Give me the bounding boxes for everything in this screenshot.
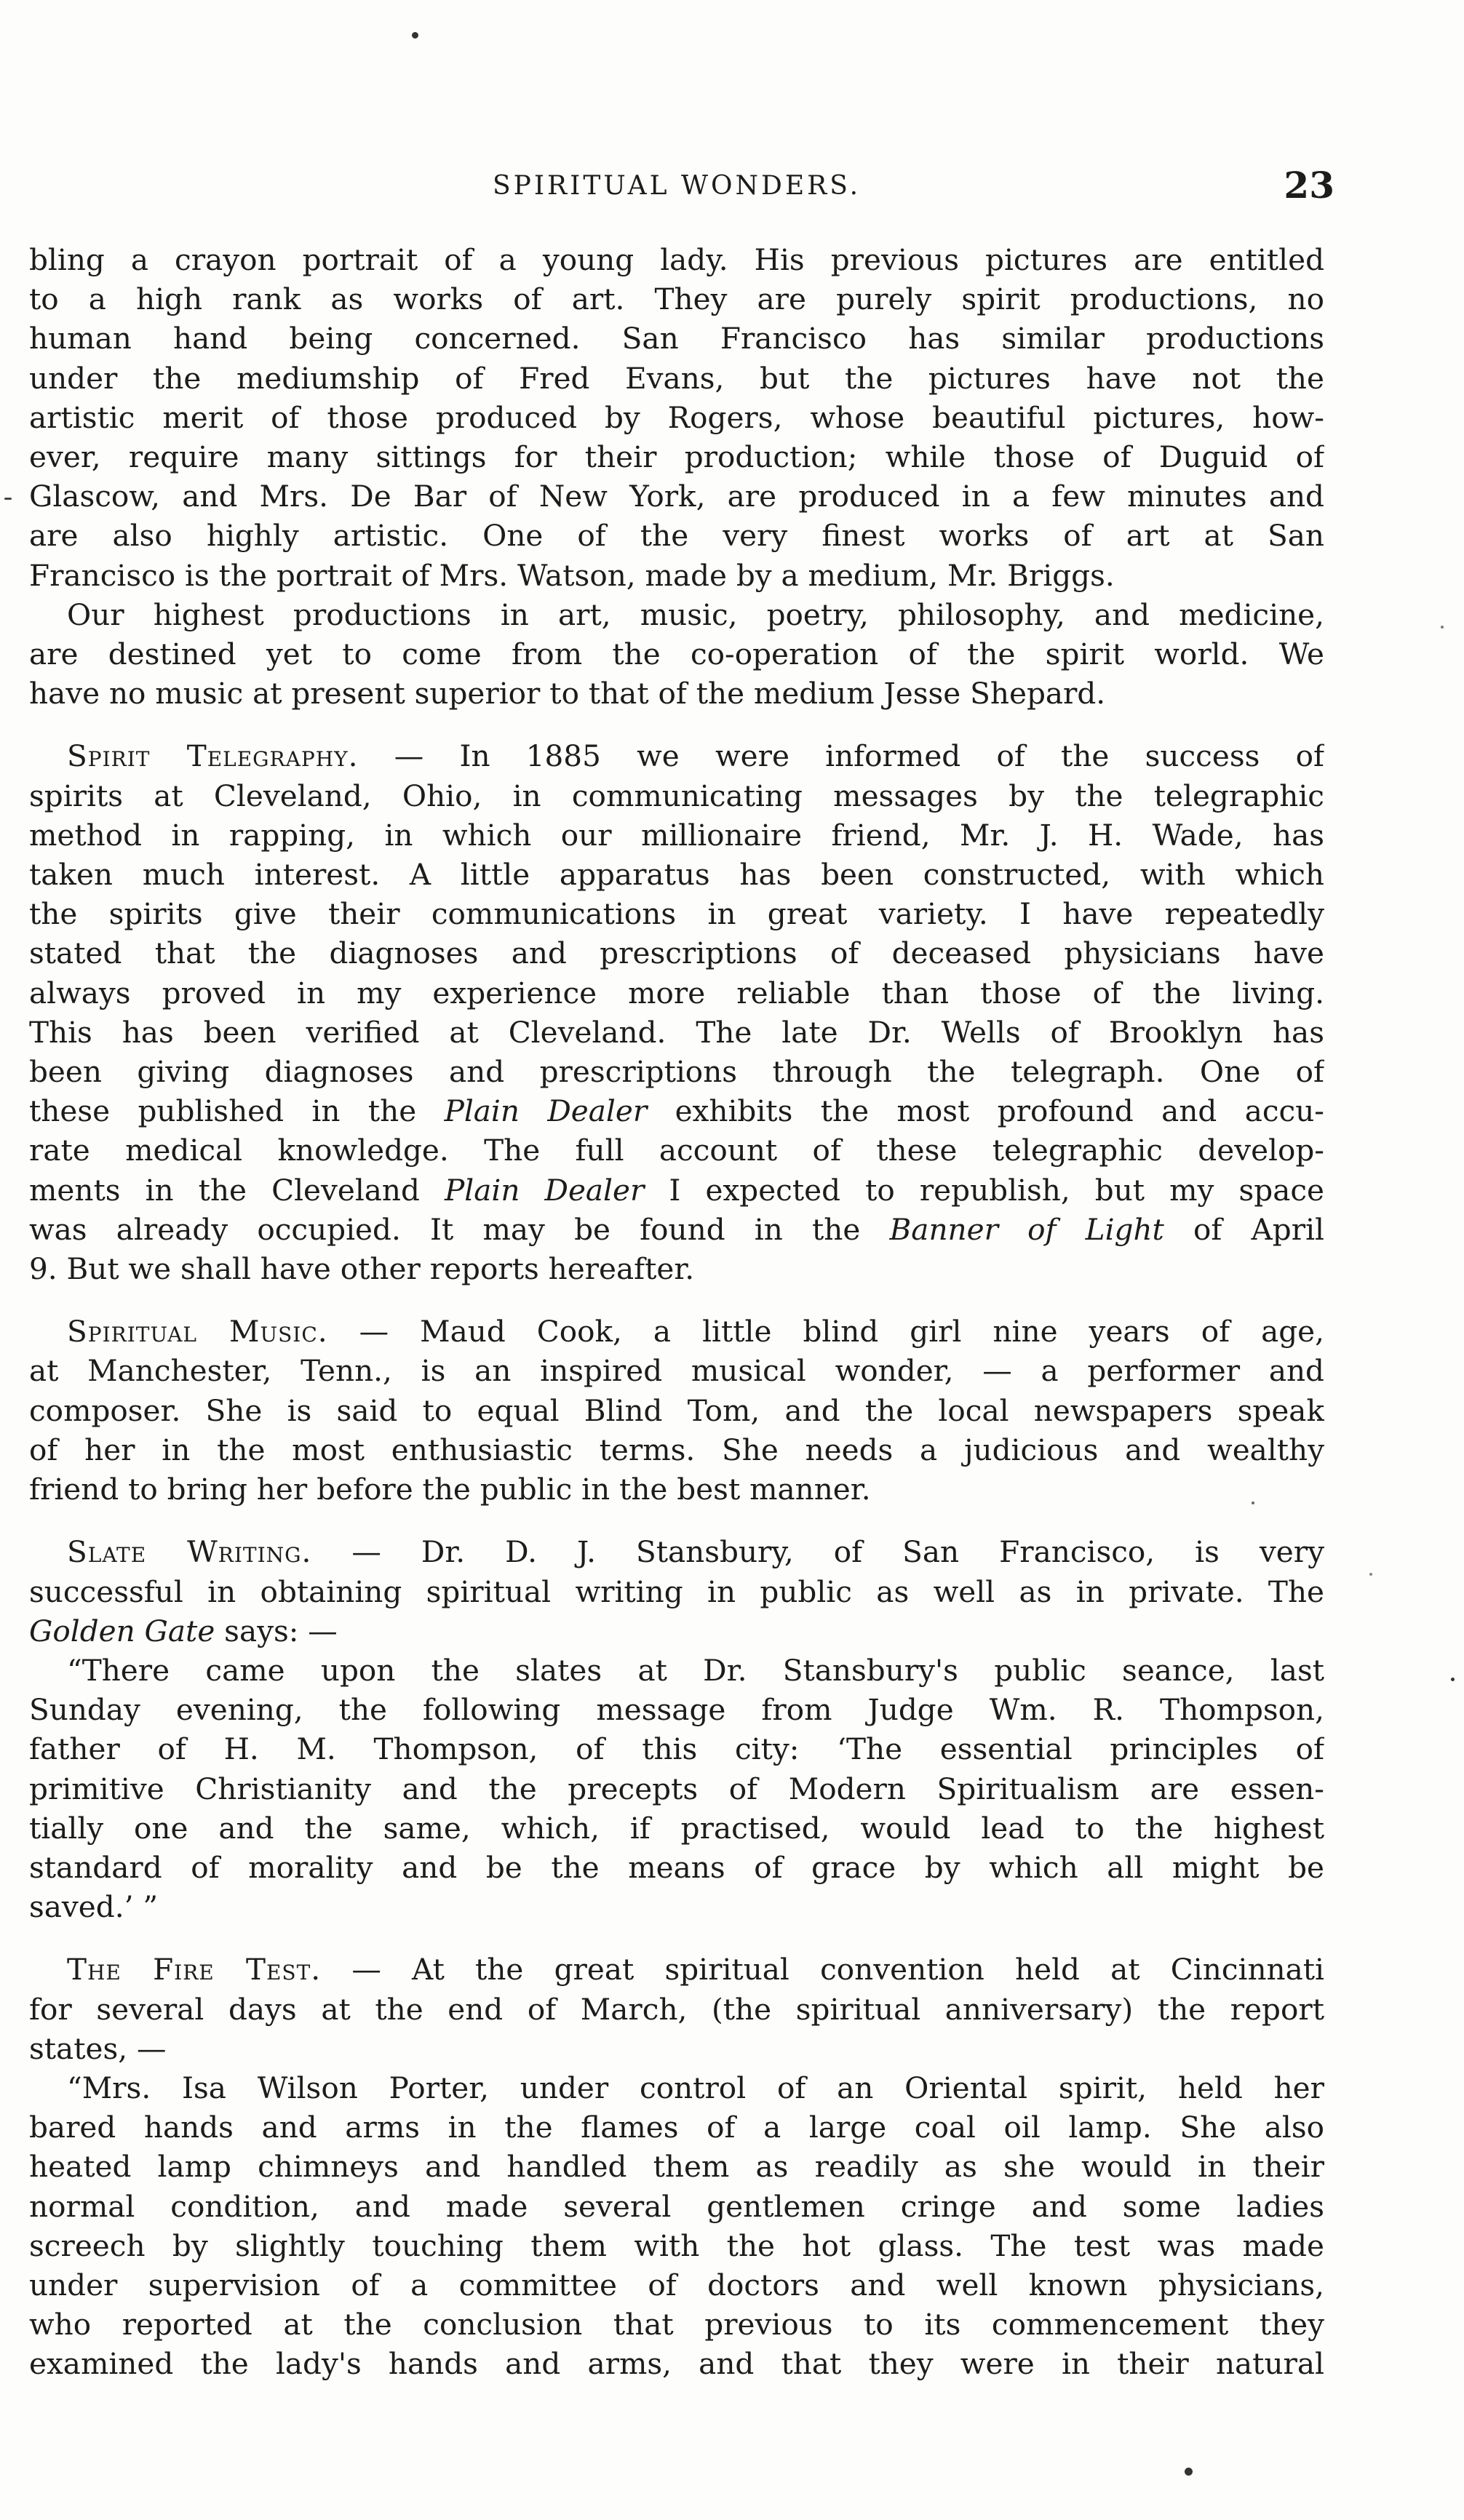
publication-title: Banner of Light bbox=[889, 1211, 1164, 1247]
quote-line: bared hands and arms in the flames of a large coal oil lamp. She also bbox=[29, 2110, 1324, 2145]
text-line: Golden Gate says: — bbox=[29, 1613, 338, 1648]
text-line: friend to bring her before the public in the best manner. bbox=[29, 1472, 871, 1507]
text-line: for several days at the end of March, (the spiritual anniversary) the report bbox=[29, 1991, 1324, 2027]
text-line: Francisco is the portrait of Mrs. Watson, made by a medium, Mr. Briggs. bbox=[29, 557, 1115, 593]
section-heading: The Fire Test. bbox=[67, 1952, 322, 1987]
section-spirit-telegraphy bbox=[29, 736, 1324, 1288]
text-line: 9. But we shall have other reports hereafter. bbox=[29, 1251, 695, 1287]
quote-line: screech by slightly touching them with the hot glass. The test was made bbox=[29, 2228, 1324, 2263]
scan-speck bbox=[4, 498, 12, 500]
section-spiritual-music bbox=[29, 1312, 1324, 1509]
publication-title: Plain Dealer bbox=[444, 1093, 648, 1129]
text-line: ever, require many sittings for their production; while those of Duguid of bbox=[29, 439, 1324, 475]
text-line: are destined yet to come from the co-operation of the spirit world. We bbox=[29, 637, 1324, 672]
quote-line: saved.’ ” bbox=[29, 1889, 159, 1925]
page-number: 23 bbox=[1284, 164, 1334, 207]
quote-line: normal condition, and made several gentlemen cringe and some ladies bbox=[29, 2188, 1324, 2224]
section-heading: Spirit Telegraphy. bbox=[67, 738, 359, 774]
text-line: Glascow, and Mrs. De Bar of New York, are produced in a few minutes and bbox=[29, 479, 1324, 514]
section-heading: Spiritual Music. bbox=[67, 1314, 328, 1349]
quote-line: father of H. M. Thompson, of this city: ‘The essential principles of bbox=[29, 1731, 1324, 1767]
text-line: these published in the Plain Dealer exhibits the most profound and accu- bbox=[29, 1093, 1324, 1129]
quote-line: tially one and the same, which, if practised, would lead to the highest bbox=[29, 1810, 1324, 1846]
text-line: to a high rank as works of art. They are purely spirit productions, no bbox=[29, 282, 1324, 317]
paragraph-productions bbox=[29, 595, 1324, 714]
text-line: Spirit Telegraphy. — In 1885 we were informed of the success of bbox=[67, 738, 1324, 774]
text-line: bling a crayon portrait of a young lady. His previous pictures are entitled bbox=[29, 242, 1324, 277]
text-line: composer. She is said to equal Blind Tom, and the local newspapers speak bbox=[29, 1392, 1324, 1428]
scan-speck bbox=[1451, 1678, 1455, 1681]
scan-speck bbox=[1369, 1573, 1372, 1576]
quote-line: heated lamp chimneys and handled them as readily as she would in their bbox=[29, 2149, 1324, 2185]
text-line: This has been verified at Cleveland. The late Dr. Wells of Brooklyn has bbox=[29, 1014, 1324, 1050]
text-line: the spirits give their communications in great variety. I have repeatedly bbox=[29, 896, 1324, 932]
publication-title: Golden Gate bbox=[29, 1613, 215, 1648]
paragraph-portraits bbox=[29, 240, 1324, 595]
text-line: artistic merit of those produced by Rogers, whose beautiful pictures, how- bbox=[29, 399, 1324, 435]
text-line: Spiritual Music. — Maud Cook, a little blind girl nine years of age, bbox=[67, 1314, 1324, 1349]
text-line: Our highest productions in art, music, poetry, philosophy, and medicine, bbox=[67, 597, 1324, 632]
quote-line: under supervision of a committee of doctors and well known physicians, bbox=[29, 2267, 1324, 2302]
page-header bbox=[29, 164, 1334, 207]
text-line: at Manchester, Tenn., is an inspired musical wonder, — a performer and bbox=[29, 1353, 1324, 1389]
quote-line: primitive Christianity and the precepts of Modern Spiritualism are essen- bbox=[29, 1771, 1324, 1806]
text-line: human hand being concerned. San Francisco has similar productions bbox=[29, 321, 1324, 356]
text-line: of her in the most enthusiastic terms. She needs a judicious and wealthy bbox=[29, 1432, 1324, 1467]
quote-line: who reported at the conclusion that previous to its commencement they bbox=[29, 2307, 1324, 2342]
running-head: SPIRITUAL WONDERS. bbox=[492, 171, 862, 201]
scan-speck bbox=[412, 32, 418, 39]
quote-line: Sunday evening, the following message from Judge Wm. R. Thompson, bbox=[29, 1692, 1324, 1728]
text-line: have no music at present superior to that of the medium Jesse Shepard. bbox=[29, 676, 1106, 711]
text-line: Slate Writing. — Dr. D. J. Stansbury, of San Francisco, is very bbox=[67, 1534, 1324, 1570]
text-line: spirits at Cleveland, Ohio, in communicating messages by the telegraphic bbox=[29, 778, 1324, 813]
text-line: method in rapping, in which our millionaire friend, Mr. J. H. Wade, has bbox=[29, 817, 1324, 853]
quote-line: “Mrs. Isa Wilson Porter, under control of an Oriental spirit, held her bbox=[67, 2070, 1324, 2105]
quote-line: examined the lady's hands and arms, and that they were in their natural bbox=[29, 2346, 1324, 2382]
text-line: under the mediumship of Fred Evans, but the pictures have not the bbox=[29, 360, 1324, 396]
publication-title: Plain Dealer bbox=[445, 1172, 645, 1208]
text-line: rate medical knowledge. The full account of these telegraphic develop- bbox=[29, 1133, 1324, 1168]
scan-speck bbox=[1185, 2468, 1193, 2476]
text-line: taken much interest. A little apparatus has been constructed, with which bbox=[29, 857, 1324, 893]
quote-line: “There came upon the slates at Dr. Stansbury's public seance, last bbox=[67, 1652, 1324, 1688]
text-line: been giving diagnoses and prescriptions through the telegraph. One of bbox=[29, 1054, 1324, 1090]
scan-speck bbox=[1252, 1502, 1254, 1504]
text-line: successful in obtaining spiritual writing in public as well as in private. The bbox=[29, 1574, 1324, 1609]
text-line: ments in the Cleveland Plain Dealer I expected to republish, but my space bbox=[29, 1172, 1324, 1208]
quote-line: standard of morality and be the means of grace by which all might be bbox=[29, 1849, 1324, 1885]
section-heading: Slate Writing. bbox=[67, 1534, 312, 1570]
text-line: The Fire Test. — At the great spiritual convention held at Cincinnati bbox=[67, 1952, 1324, 1987]
page-body bbox=[29, 240, 1324, 2384]
section-slate-writing bbox=[29, 1532, 1324, 1926]
text-line: states, — bbox=[29, 2030, 167, 2066]
text-line: stated that the diagnoses and prescriptions of deceased physicians have bbox=[29, 936, 1324, 971]
scan-speck bbox=[1441, 626, 1444, 629]
text-line: are also highly artistic. One of the very finest works of art at San bbox=[29, 518, 1324, 554]
section-fire-test bbox=[29, 1950, 1324, 2383]
text-line: was already occupied. It may be found in the Banner of Light of April bbox=[29, 1211, 1324, 1247]
text-line: always proved in my experience more reliable than those of the living. bbox=[29, 975, 1324, 1010]
